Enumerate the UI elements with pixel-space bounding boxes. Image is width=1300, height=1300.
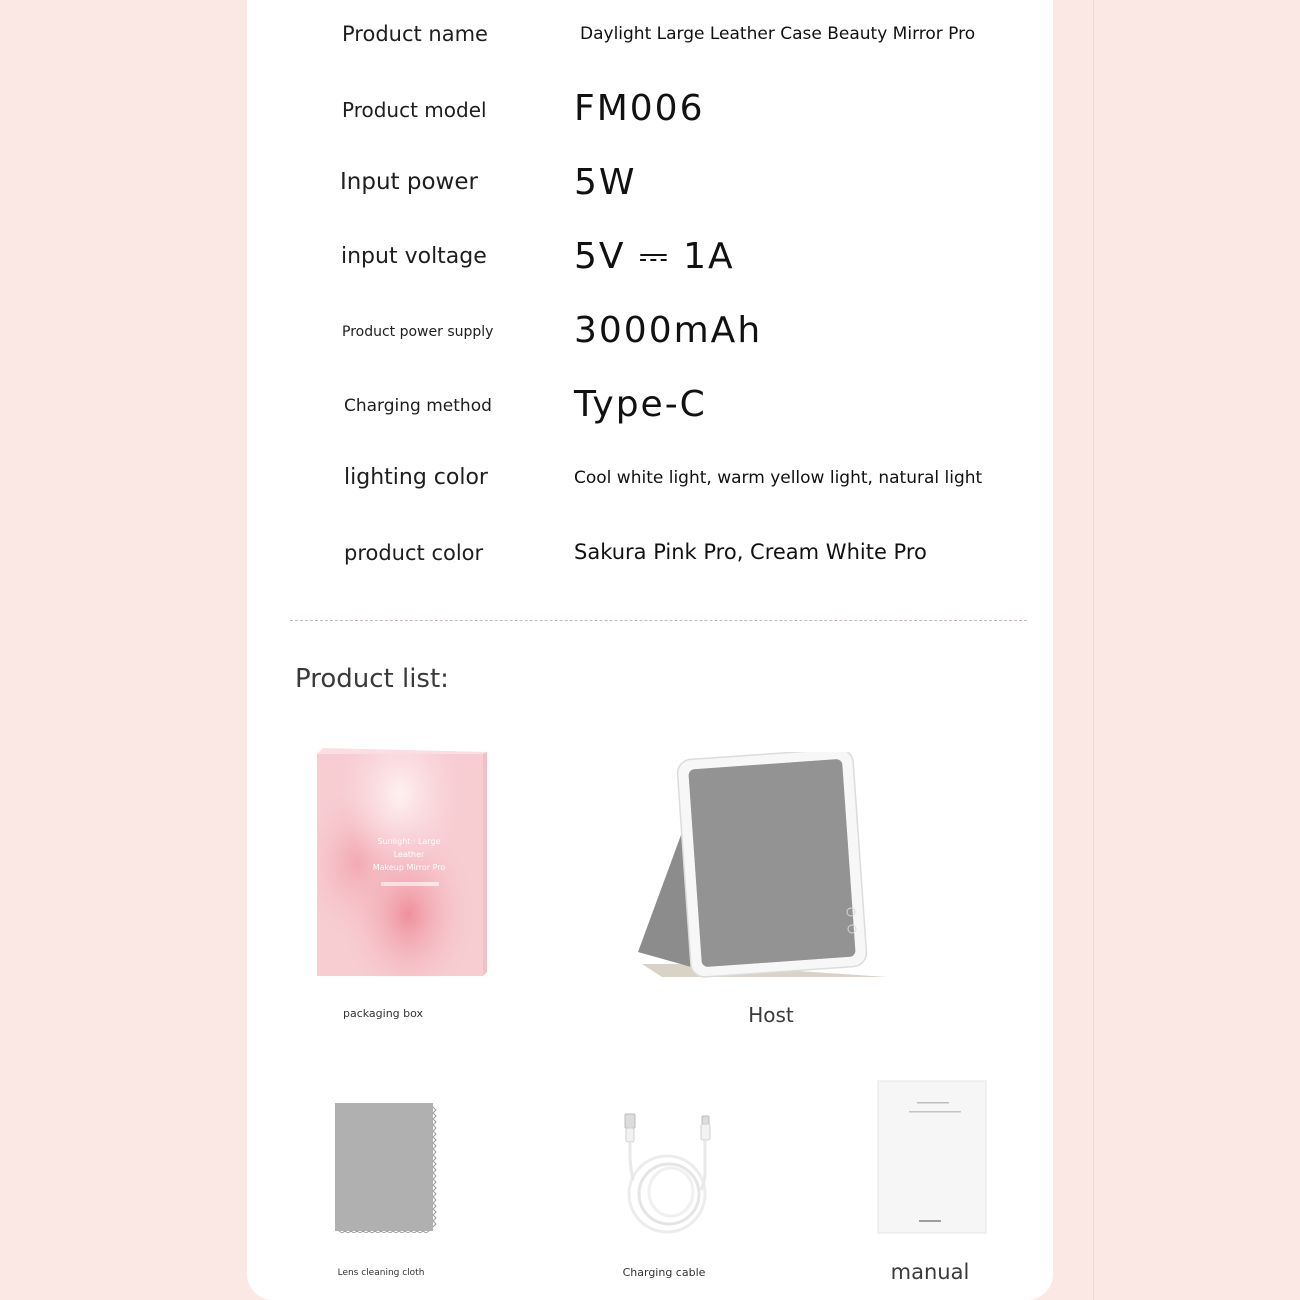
packaging-box-image <box>315 748 487 978</box>
caption-packaging-box: packaging box <box>342 1007 424 1020</box>
box-text-line-1: Sunlight · Large <box>377 837 441 846</box>
box-text-line-2: Leather <box>393 850 425 859</box>
product-list-title: Product list: <box>295 664 449 694</box>
spec-label-input-voltage: input voltage <box>341 244 487 269</box>
box-text-line-3: Makeup Mirror Pro <box>372 863 446 872</box>
caption-charging-cable: Charging cable <box>622 1266 706 1279</box>
spec-value-input-power: 5W <box>574 162 637 203</box>
spec-value-product-name: Daylight Large Leather Case Beauty Mirror Pro <box>580 24 976 44</box>
spec-label-lighting-color: lighting color <box>344 465 488 490</box>
spec-value-product-color: Sakura Pink Pro, Cream White Pro <box>574 540 927 564</box>
spec-label-product-color: product color <box>344 541 484 565</box>
charging-cable-image <box>619 1110 729 1236</box>
spec-label-product-model: Product model <box>342 98 487 122</box>
spec-label-product-name: Product name <box>342 22 488 46</box>
section-divider <box>290 620 1027 621</box>
caption-manual: manual <box>890 1260 970 1284</box>
host-mirror-image <box>632 752 892 982</box>
spec-label-power-supply: Product power supply <box>342 324 494 340</box>
spec-label-input-power: Input power <box>340 169 478 195</box>
spec-value-lighting-color: Cool white light, warm yellow light, natural light <box>574 468 983 488</box>
manual-image <box>877 1080 987 1234</box>
spec-card <box>247 0 1053 1300</box>
page-edge-line <box>1093 0 1094 1300</box>
spec-value-power-supply: 3000mAh <box>574 310 763 351</box>
caption-host: Host <box>748 1003 794 1027</box>
spec-value-input-voltage: 5V ⎓ 1A <box>574 236 735 277</box>
spec-value-charging-method: Type-C <box>574 384 707 425</box>
spec-value-product-model: FM006 <box>574 88 705 129</box>
spec-label-charging-method: Charging method <box>344 396 492 416</box>
cleaning-cloth-image <box>333 1101 437 1233</box>
caption-cleaning-cloth: Lens cleaning cloth <box>337 1268 425 1278</box>
